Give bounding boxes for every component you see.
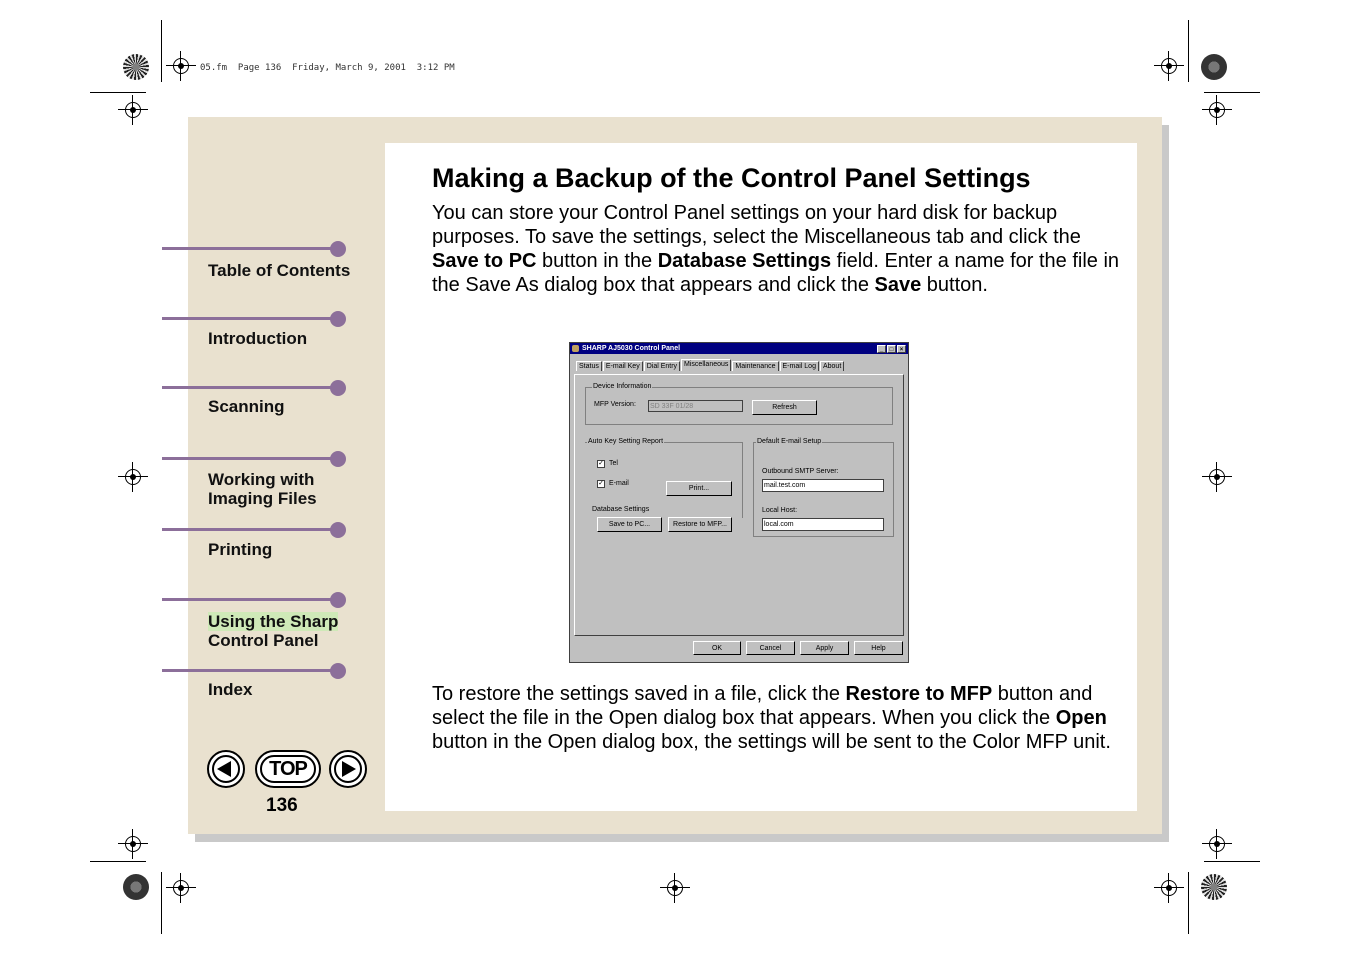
minimize-icon[interactable]: _	[877, 345, 886, 353]
database-settings-label: Database Settings	[592, 506, 650, 513]
tab-email-key[interactable]: E-mail Key	[603, 361, 643, 371]
arrow-left-icon	[217, 761, 231, 777]
print-button[interactable]: Print...	[666, 481, 732, 496]
previous-page-button[interactable]	[207, 750, 245, 788]
device-information-group: Device Information MFP Version: SD 33F 01/28 Refresh	[585, 387, 893, 425]
refresh-button[interactable]: Refresh	[752, 400, 817, 415]
maximize-icon[interactable]: □	[887, 345, 896, 353]
mfp-version-field: SD 33F 01/28	[648, 400, 743, 412]
nav-bullet-icon	[330, 241, 346, 257]
intro-paragraph: You can store your Control Panel settings on your hard disk for backup purposes. To save the settings, select the Miscellaneous tab and click the Save to PC button in the Database Settings field. Enter a name for the file in the Save As dialog box that appears and click the Save button.	[432, 202, 1120, 296]
registration-mark	[667, 880, 683, 896]
print-header: 05.fm Page 136 Friday, March 9, 2001 3:12 PM	[200, 63, 455, 73]
apply-button[interactable]: Apply	[800, 641, 849, 655]
control-panel-dialog	[569, 342, 909, 663]
nav-bullet-icon	[330, 451, 346, 467]
smtp-server-input[interactable]: mail.test.com	[762, 479, 884, 492]
registration-mark	[1209, 102, 1225, 118]
registration-mark	[1161, 58, 1177, 74]
help-button[interactable]: Help	[854, 641, 903, 655]
tab-status[interactable]: Status	[576, 361, 602, 371]
dialog-title-bar: SHARP AJ5030 Control Panel _ □ ×	[570, 343, 908, 354]
page-number: 136	[266, 795, 298, 816]
tab-about[interactable]: About	[820, 361, 844, 371]
sidebar-item-label: Printing	[208, 540, 273, 559]
nav-bullet-icon	[330, 522, 346, 538]
registration-mark	[125, 836, 141, 852]
tab-panel	[574, 374, 904, 636]
tab-dial-entry[interactable]: Dial Entry	[644, 361, 680, 371]
nav-bullet-icon	[330, 311, 346, 327]
default-email-setup-group: Default E-mail Setup Outbound SMTP Server: mail.test.com Local Host: local.com	[753, 442, 894, 537]
sidebar-item-label: Introduction	[208, 329, 308, 348]
ok-button[interactable]: OK	[693, 641, 741, 655]
tab-miscellaneous[interactable]: Miscellaneous	[681, 359, 731, 371]
color-target-icon	[1201, 54, 1227, 80]
page-title: Making a Backup of the Control Panel Settings	[432, 163, 1031, 193]
dialog-tabs	[576, 361, 845, 373]
save-to-pc-button[interactable]: Save to PC...	[597, 517, 662, 532]
close-icon[interactable]: ×	[897, 345, 906, 353]
registration-mark	[173, 58, 189, 74]
registration-mark	[173, 880, 189, 896]
registration-mark	[125, 469, 141, 485]
sidebar-item-label: Index	[208, 680, 253, 699]
nav-bullet-icon	[330, 380, 346, 396]
color-target-icon	[123, 874, 149, 900]
sidebar-item-label: Scanning	[208, 397, 285, 416]
top-button[interactable]: TOP	[255, 750, 321, 788]
registration-mark	[1209, 836, 1225, 852]
registration-mark	[125, 102, 141, 118]
nav-bullet-icon	[330, 592, 346, 608]
tab-email-log[interactable]: E-mail Log	[780, 361, 819, 371]
cancel-button[interactable]: Cancel	[746, 641, 795, 655]
nav-bullet-icon	[330, 663, 346, 679]
sidebar-item-label: Table of Contents	[208, 261, 351, 280]
sidebar-item-label: Working with Imaging Files	[208, 470, 317, 508]
registration-mark	[1161, 880, 1177, 896]
tel-checkbox[interactable]: ✓	[598, 460, 604, 467]
app-icon	[572, 345, 579, 352]
color-target-icon	[123, 54, 149, 80]
restore-paragraph: To restore the settings saved in a file, click the Restore to MFP button and select the file in the Open dialog box that appears. When you click the Open button in the Open dialog box, the settings will be sent to the Color MFP unit.	[432, 683, 1111, 753]
local-host-input[interactable]: local.com	[762, 518, 884, 531]
arrow-right-icon	[342, 761, 356, 777]
registration-mark	[1209, 469, 1225, 485]
email-checkbox[interactable]: ✓	[598, 480, 604, 487]
auto-key-setting-report-group: Auto Key Setting Report ✓ Tel ✓ E-mail Print...	[585, 442, 743, 518]
restore-to-mfp-button[interactable]: Restore to MFP...	[668, 517, 732, 532]
tab-maintenance[interactable]: Maintenance	[732, 361, 778, 371]
color-target-icon	[1201, 874, 1227, 900]
next-page-button[interactable]	[329, 750, 367, 788]
sidebar-item-label-active: Using the Sharp Control Panel	[208, 612, 339, 650]
